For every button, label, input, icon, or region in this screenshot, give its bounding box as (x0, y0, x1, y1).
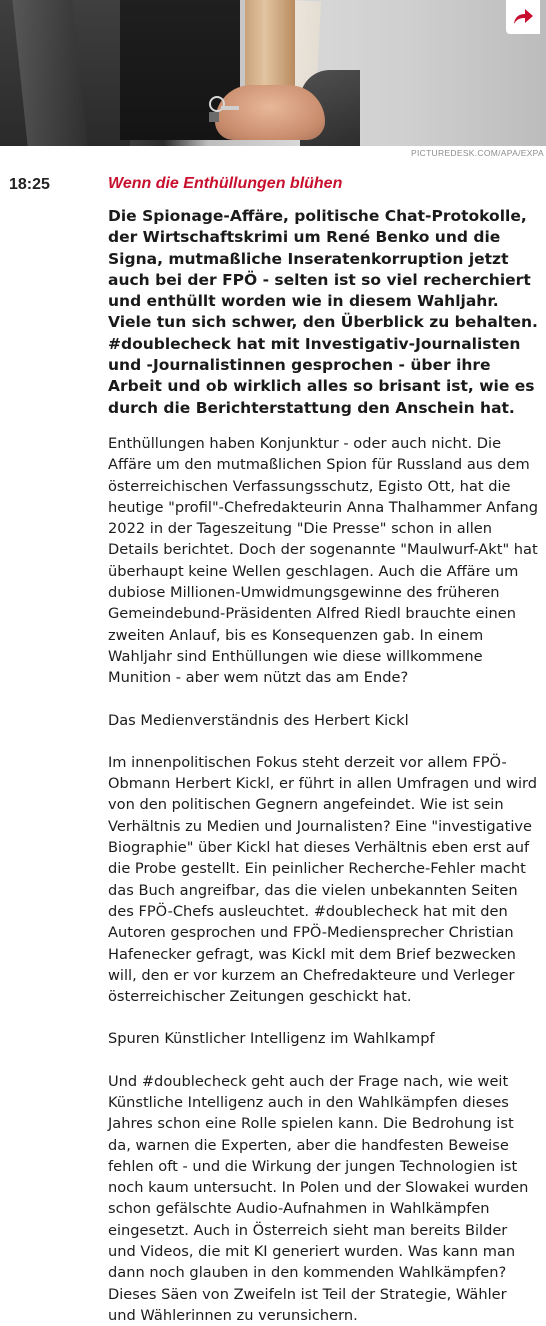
body-paragraph-3: Und #doublecheck geht auch der Frage nach, wie weit Künstliche Intelligenz auch in den Wahlkämpfen dieses Jahres schon eine Rolle spielen kann. Die Bedrohung ist da, warnen die Experten, aber die handfesten Beweise fehlen oft - und die Wirkung der jungen Technologien ist noch kaum untersucht. In Polen und der Slowakei wurden schon gefälschte Audio-Aufnahmen in Wahlkämpfen eingesetzt. Auch in Österreich sieht man bereits Bilder und Videos, die mit KI generiert wurden. Was kann man dann noch glauben in den kommenden Wahlkämpfen? Dieses Säen von Zweifeln ist Teil der Strategie, Wähler und Wählerinnen zu verunsichern. (108, 1072, 529, 1324)
keys-icon (205, 92, 245, 126)
share-button[interactable] (506, 0, 540, 34)
hero-image (0, 0, 546, 146)
lead-paragraph: Die Spionage-Affäre, politische Chat-Protokolle, der Wirtschaftskrimi um René Benko und die Signa, mutmaßliche Inseratenkorruption jetzt auch bei der FPÖ - selten ist so viel recherchiert und enthüllt worden wie in diesem Wahljahr. Viele tun sich schwer, den Überblick zu behalten. #doublecheck hat mit Investigativ-Journalisten und -Journalistinnen gesprochen - über ihre Arbeit und ob wirklich alles so brisant ist, wie es durch die Berichterstattung den Anschein hat. (108, 207, 538, 417)
body-paragraph-2: Im innenpolitischen Fokus steht derzeit vor allem FPÖ-Obmann Herbert Kickl, er führt in allen Umfragen und wird von den politischen Gegnern angefeindet. Wie ist sein Verhältnis zu Medien und Journalisten? Eine "investigative Biographie" über Kickl hat dieses Verhältnis eben erst auf die Probe gestellt. Ein peinlicher Recherche-Fehler macht das Buch angreifbar, das die vielen unbekannten Seiten des FPÖ-Chefs ausleuchtet. #doublecheck hat mit den Autoren gesprochen und FPÖ-Mediensprecher Christian Hafenecker gefragt, was Kickl mit dem Brief bezwecken will, den er vor kurzem an Chefredakteure und Verleger österreichischer Zeitungen geschickt hat. (108, 753, 538, 1006)
body-paragraph-1: Enthüllungen haben Konjunktur - oder auch nicht. Die Affäre um den mutmaßlichen Spion für Russland aus dem österreichischen Verfassungsschutz, Egisto Ott, hat die heutige "profil"-Chefredakteurin Anna Thalhammer Anfang 2022 in der Tageszeitung "Die Presse" schon in allen Details berichtet. Doch der sogenannte "Maulwurf-Akt" hat überhaupt keine Wellen geschlagen. Auch die Affäre um dubiose Millionen-Umwidmungsgewinne des früheren Gemeindebund-Präsidenten Alfred Riedl brauchte einen zweiten Anlauf, bis es Konsequenzen gab. In einem Wahljahr sind Enthüllungen wie diese willkommene Munition - aber wem nützt das am Ende? (108, 434, 539, 687)
image-credit: PICTUREDESK.COM/APA/EXPA (411, 148, 544, 158)
subheading-1: Das Medienverständnis des Herbert Kickl (108, 711, 409, 729)
subheading-2: Spuren Künstlicher Intelligenz im Wahlkampf (108, 1030, 435, 1048)
entry-body (108, 206, 538, 1326)
share-arrow-icon (512, 8, 534, 26)
entry-headline: Wenn die Enthüllungen blühen (108, 175, 343, 192)
entry-time: 18:25 (9, 176, 50, 193)
